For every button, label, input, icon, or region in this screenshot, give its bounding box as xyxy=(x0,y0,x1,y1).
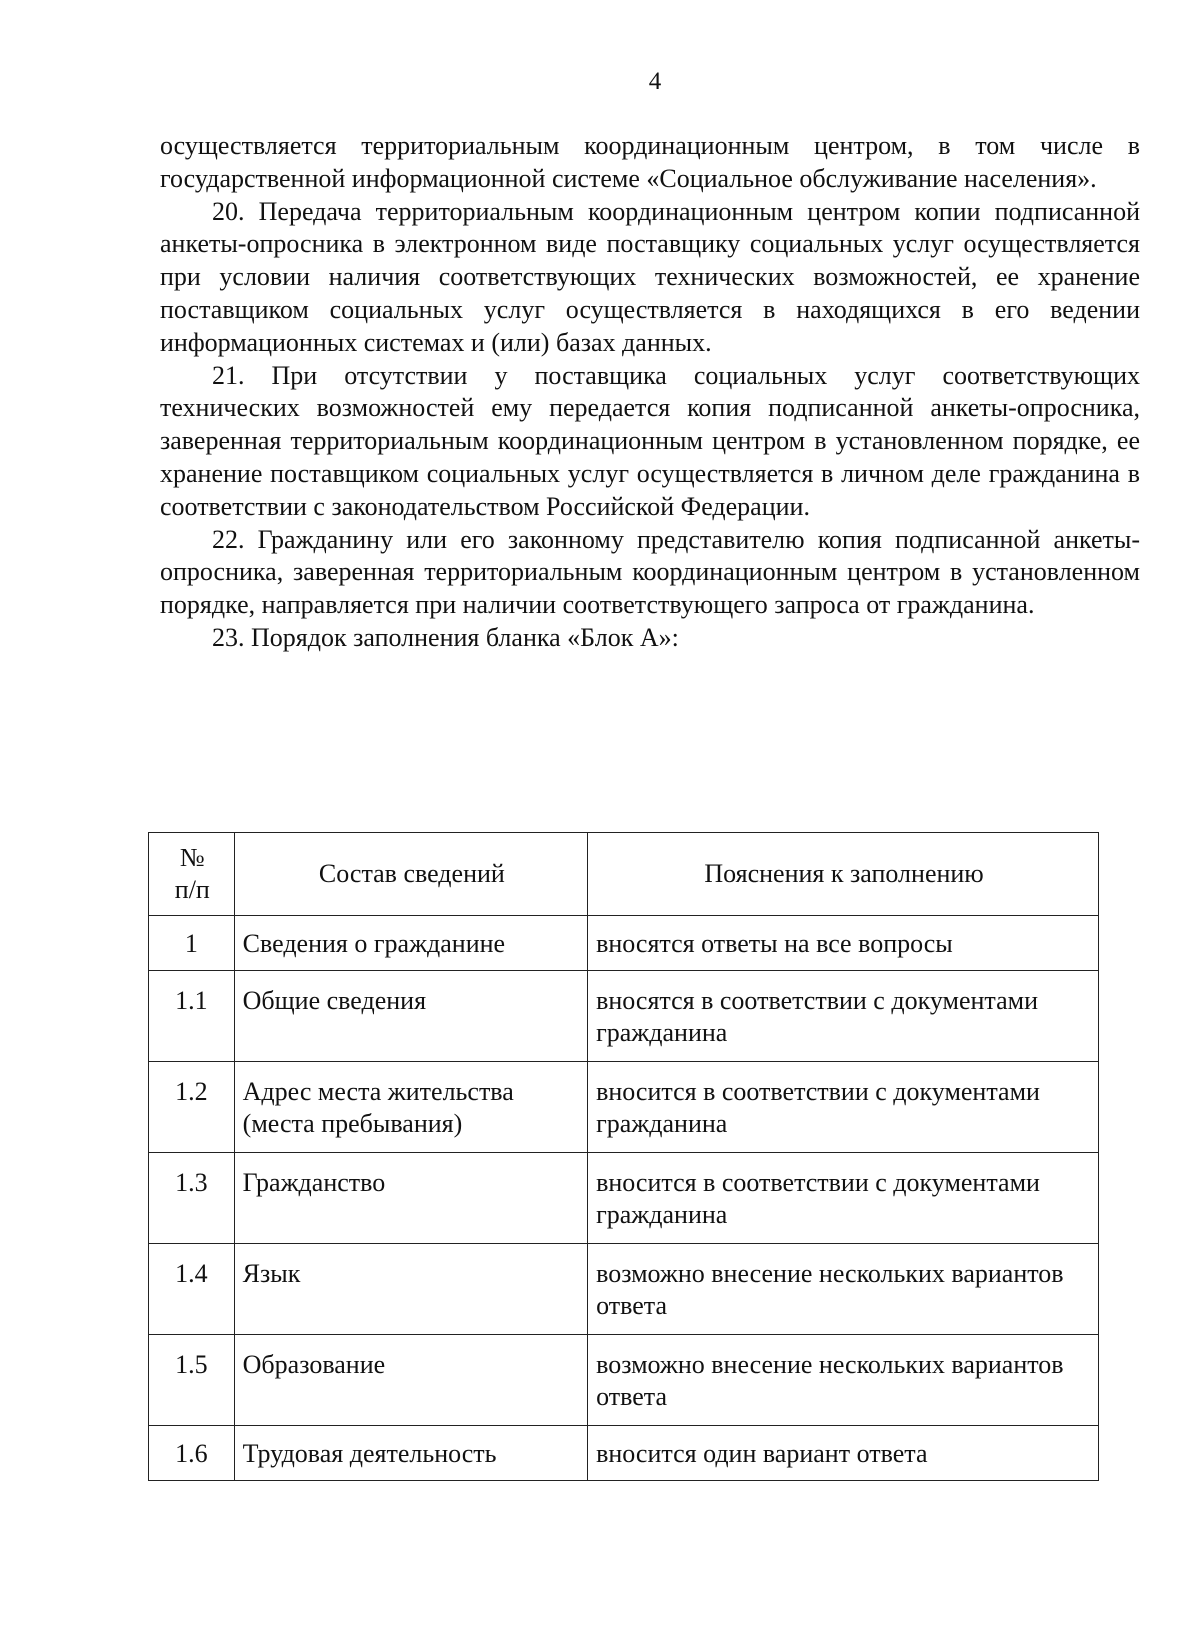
row-explanation: вносятся ответы на все вопросы xyxy=(588,916,1099,971)
table-row xyxy=(149,1426,1099,1481)
document-body xyxy=(160,130,1140,655)
row-number: 1.4 xyxy=(149,1244,235,1335)
row-number: 1.3 xyxy=(149,1153,235,1244)
header-composition: Состав сведений xyxy=(234,833,587,916)
row-composition: Адрес места жительства (места пребывания) xyxy=(234,1062,587,1153)
table-row xyxy=(149,1335,1099,1426)
header-number xyxy=(149,833,235,916)
row-explanation: вносится в соответствии с документами гражданина xyxy=(588,1062,1099,1153)
paragraph-continuation: осуществляется территориальным координационным центром, в том числе в государственной информационной системе «Социальное обслуживание населения». xyxy=(160,131,1140,193)
paragraph-21: 21. При отсутствии у поставщика социальных услуг соответствующих технических возможностей ему передается копия подписанной анкеты-опросника, заверенная территориальным координационным центром в установленном порядке, ее хранение поставщиком социальных услуг осуществляется в личном деле гражданина в соответствии с законодательством Российской Федерации. xyxy=(160,360,1140,521)
table-row xyxy=(149,916,1099,971)
row-explanation: возможно внесение нескольких вариантов ответа xyxy=(588,1244,1099,1335)
row-number: 1.5 xyxy=(149,1335,235,1426)
filling-order-table xyxy=(148,832,1099,1481)
paragraph-22: 22. Гражданину или его законному представителю копия подписанной анкеты-опросника, заверенная территориальным координационным центром в установленном порядке, направляется при наличии соответствующего запроса от гражданина. xyxy=(160,524,1140,620)
table-row xyxy=(149,1153,1099,1244)
table-row xyxy=(149,971,1099,1062)
row-composition: Сведения о гражданине xyxy=(234,916,587,971)
row-explanation: вносится в соответствии с документами гражданина xyxy=(588,1153,1099,1244)
table-row xyxy=(149,1244,1099,1335)
header-number-sign: № xyxy=(179,843,205,872)
row-number: 1.6 xyxy=(149,1426,235,1481)
row-number: 1.1 xyxy=(149,971,235,1062)
table-header-row xyxy=(149,833,1099,916)
header-explanation: Пояснения к заполнению xyxy=(588,833,1099,916)
row-composition: Общие сведения xyxy=(234,971,587,1062)
row-explanation: вносится один вариант ответа xyxy=(588,1426,1099,1481)
header-number-abbr: п/п xyxy=(174,875,210,904)
page-number: 4 xyxy=(648,68,662,95)
row-composition: Гражданство xyxy=(234,1153,587,1244)
paragraph-23: 23. Порядок заполнения бланка «Блок А»: xyxy=(212,622,679,652)
row-explanation: возможно внесение нескольких вариантов ответа xyxy=(588,1335,1099,1426)
row-number: 1 xyxy=(149,916,235,971)
row-explanation: вносятся в соответствии с документами гражданина xyxy=(588,971,1099,1062)
row-number: 1.2 xyxy=(149,1062,235,1153)
row-composition: Образование xyxy=(234,1335,587,1426)
row-composition: Трудовая деятельность xyxy=(234,1426,587,1481)
paragraph-20: 20. Передача территориальным координационным центром копии подписанной анкеты-опросника в электронном виде поставщику социальных услуг осуществляется при условии наличия соответствующих технических возможностей, ее хранение поставщиком социальных услуг осуществляется в находящихся в его ведении информационных системах и (или) базах данных. xyxy=(160,196,1140,357)
table-row xyxy=(149,1062,1099,1153)
row-composition: Язык xyxy=(234,1244,587,1335)
